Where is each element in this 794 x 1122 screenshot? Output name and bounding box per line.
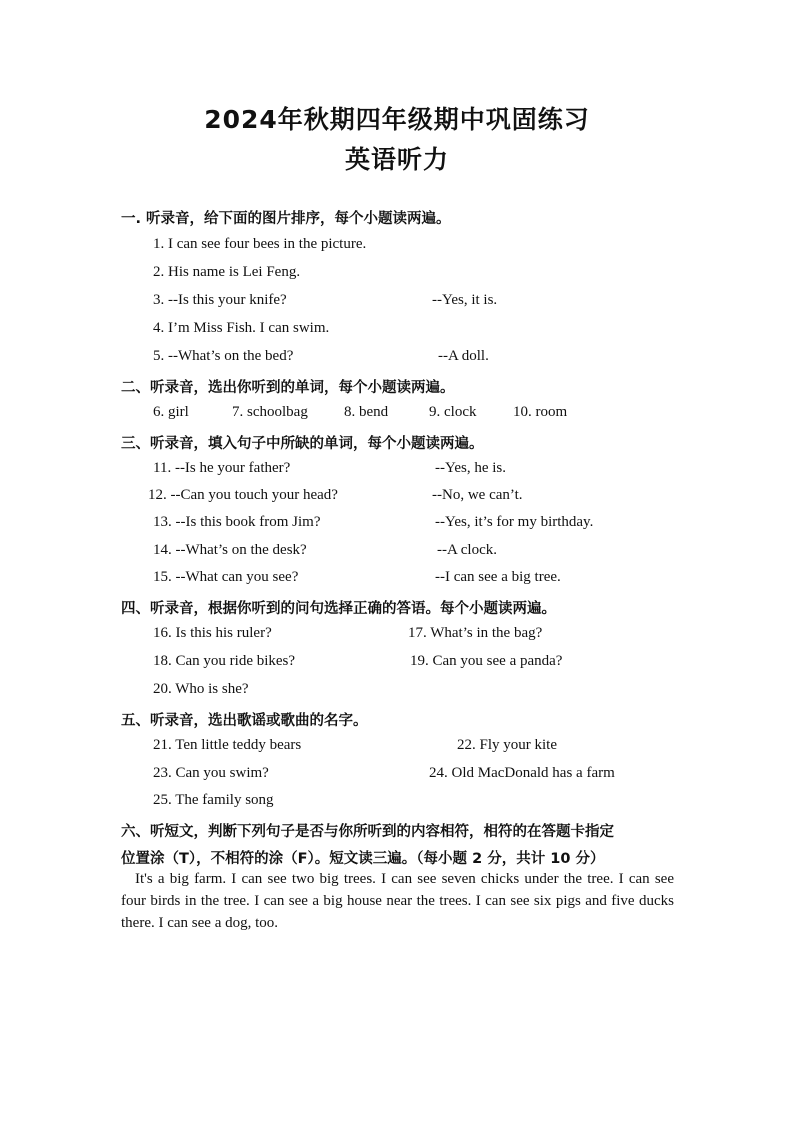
s2-word-8: 8. bend bbox=[344, 404, 389, 420]
section-5-heading: 五、听录音，选出歌谣或歌曲的名字。 bbox=[121, 713, 368, 729]
s5-item-21: 21. Ten little teddy bears bbox=[153, 737, 302, 753]
s3-item-13-question: 13. --Is this book from Jim? bbox=[153, 514, 321, 530]
s1-item-3-answer: --Yes, it is. bbox=[432, 292, 498, 308]
s4-item-18: 18. Can you ride bikes? bbox=[153, 653, 296, 669]
page-subtitle: 英语听力 bbox=[344, 145, 449, 174]
s3-item-12-question: 12. --Can you touch your head? bbox=[148, 487, 338, 503]
s1-item-1: 1. I can see four bees in the picture. bbox=[153, 236, 367, 252]
section-1-heading: 一. 听录音，给下面的图片排序，每个小题读两遍。 bbox=[121, 211, 451, 227]
s4-item-16: 16. Is this his ruler? bbox=[153, 625, 272, 641]
section-3-heading: 三、听录音，填入句子中所缺的单词，每个小题读两遍。 bbox=[121, 436, 484, 452]
s5-item-22: 22. Fly your kite bbox=[457, 737, 557, 753]
s4-item-20: 20. Who is she? bbox=[153, 681, 249, 697]
section-6-heading-line1: 六、听短文，判断下列句子是否与你所听到的内容相符，相符的在答题卡指定 bbox=[121, 824, 614, 840]
s3-item-15-answer: --I can see a big tree. bbox=[435, 569, 561, 585]
s1-item-3-question: 3. --Is this your knife? bbox=[153, 292, 287, 308]
s1-item-4: 4. I’m Miss Fish. I can swim. bbox=[153, 320, 330, 336]
section-6-heading-line2: 位置涂（T），不相符的涂（F）。短文读三遍。（每小题 2 分，共计 10 分） bbox=[121, 851, 605, 867]
s2-word-9: 9. clock bbox=[429, 404, 477, 420]
s5-item-25: 25. The family song bbox=[153, 792, 274, 808]
s1-item-5-answer: --A doll. bbox=[438, 348, 489, 364]
s3-item-15-question: 15. --What can you see? bbox=[153, 569, 299, 585]
s2-word-10: 10. room bbox=[513, 404, 568, 420]
s1-item-5-question: 5. --What’s on the bed? bbox=[153, 348, 294, 364]
s2-word-6: 6. girl bbox=[153, 404, 189, 420]
page-title: 2024年秋期四年级期中巩固练习 bbox=[204, 105, 590, 134]
section-2-heading: 二、听录音，选出你听到的单词，每个小题读两遍。 bbox=[121, 380, 455, 396]
s6-passage: It's a big farm. I can see two big trees. I can see seven chicks under the tree. I can see four birds in the tree. I can see a big house near the trees. I can see six pigs and five ducks there. I can see a dog, too. bbox=[121, 871, 674, 931]
s3-item-14-question: 14. --What’s on the desk? bbox=[153, 542, 307, 558]
s1-item-2: 2. His name is Lei Feng. bbox=[153, 264, 301, 280]
s3-item-12-answer: --No, we can’t. bbox=[432, 487, 523, 503]
section-4-heading: 四、听录音，根据你听到的问句选择正确的答语。每个小题读两遍。 bbox=[121, 601, 556, 617]
s4-item-17: 17. What’s in the bag? bbox=[408, 625, 543, 641]
s3-item-14-answer: --A clock. bbox=[437, 542, 497, 558]
s3-item-11-question: 11. --Is he your father? bbox=[153, 460, 291, 476]
s3-item-11-answer: --Yes, he is. bbox=[435, 460, 506, 476]
s5-item-23: 23. Can you swim? bbox=[153, 765, 269, 781]
s2-word-7: 7. schoolbag bbox=[232, 404, 308, 420]
s3-item-13-answer: --Yes, it’s for my birthday. bbox=[435, 514, 594, 530]
s4-item-19: 19. Can you see a panda? bbox=[410, 653, 563, 669]
s5-item-24: 24. Old MacDonald has a farm bbox=[429, 765, 615, 781]
